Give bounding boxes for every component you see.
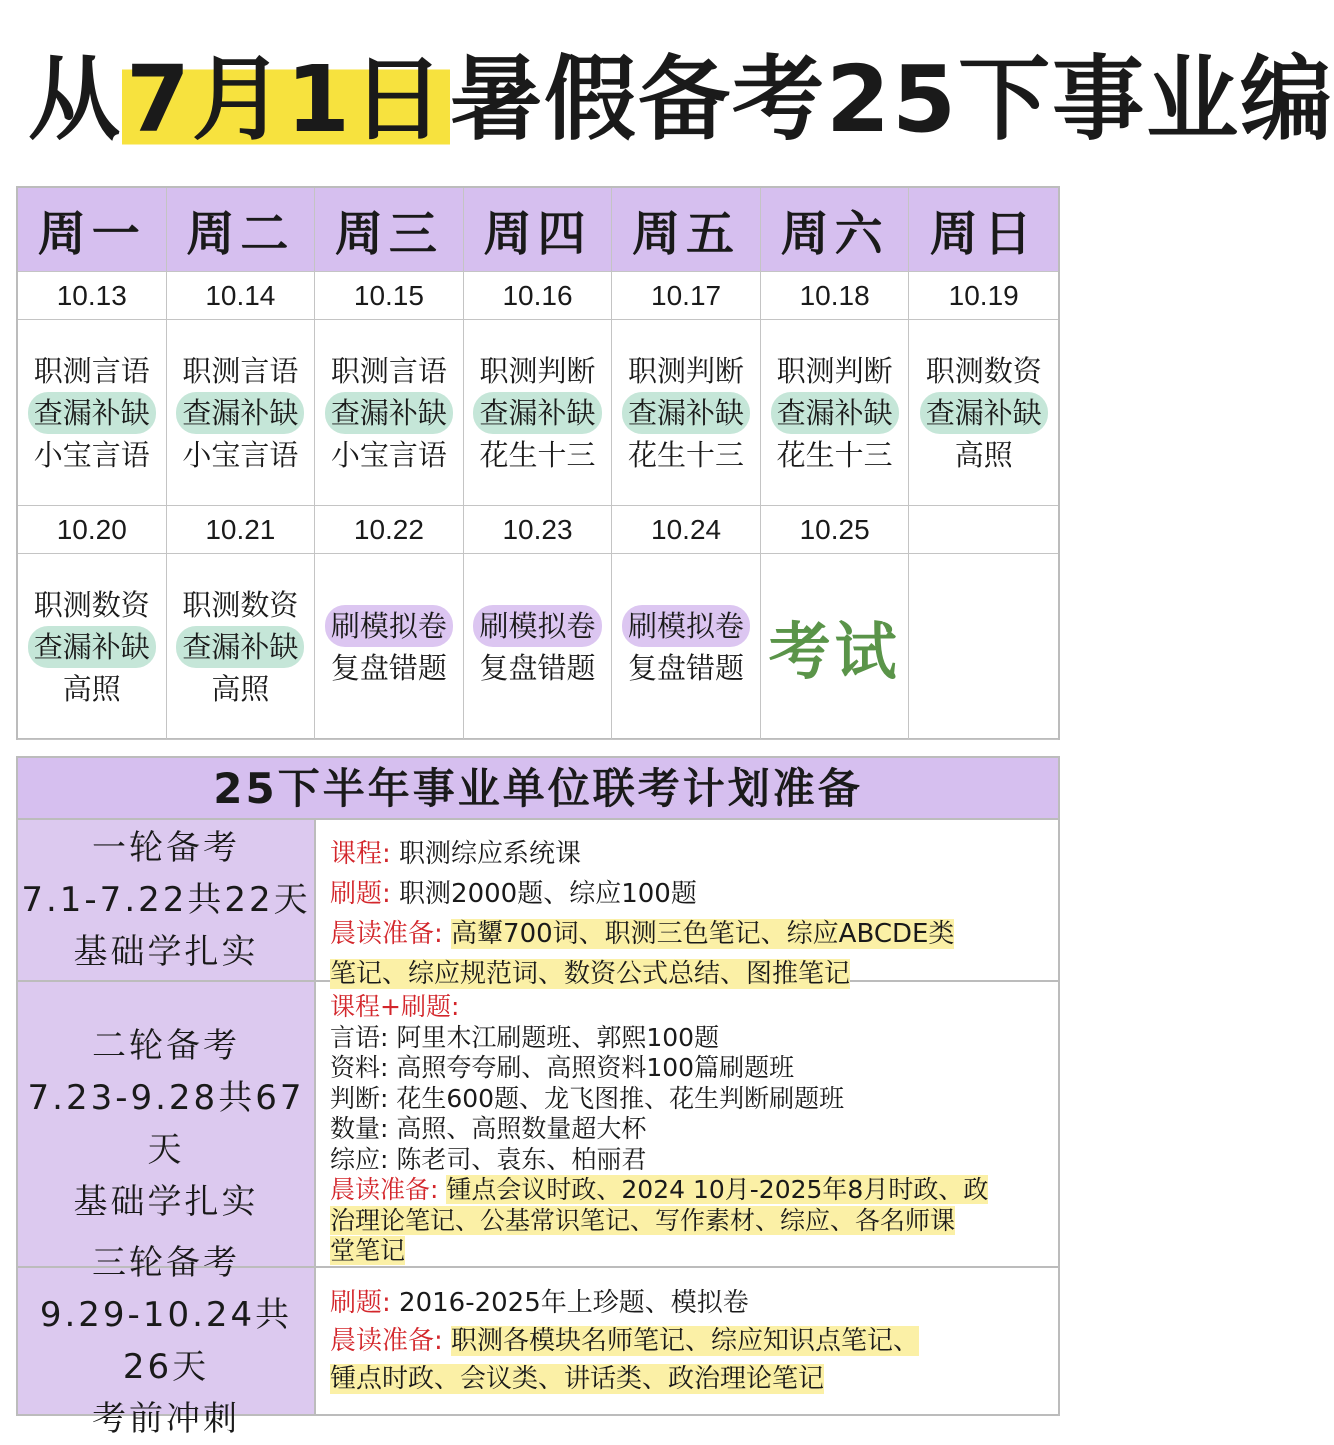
task-review: 查漏补缺: [176, 392, 304, 434]
course-label: 课程:: [330, 839, 391, 869]
task-teacher: 小宝言语: [330, 437, 447, 472]
task-teacher: 高照: [211, 671, 270, 706]
practice-text: 2016-2025年上珍题、模拟卷: [399, 1288, 749, 1318]
task-subject: 职测数资: [925, 353, 1042, 388]
plan-heading: 25下半年事业单位联考计划准备: [18, 758, 1058, 820]
subject-item: 综应: 陈老司、袁东、柏丽君: [330, 1144, 647, 1174]
task-cell: [315, 554, 464, 740]
plan-row-round2: [18, 982, 1058, 1268]
date-cell-empty: [909, 506, 1058, 554]
reading-label: 晨读准备:: [330, 1175, 439, 1204]
weekday-wed: 周三: [315, 188, 464, 272]
round-content: [316, 1268, 1058, 1414]
task-cell: [167, 320, 316, 506]
task-subject: 职测言语: [33, 353, 150, 388]
date-cell: 10.15: [315, 272, 464, 320]
title-suffix: 暑假备考25下事业编: [450, 46, 1334, 153]
date-cell: 10.14: [167, 272, 316, 320]
task-cell: [464, 554, 613, 740]
task-teacher: 花生十三: [628, 437, 745, 472]
date-cell: 10.23: [464, 506, 613, 554]
reading-text: 笔记、综应规范词、数资公式总结、图推笔记: [330, 959, 851, 989]
round-label: [18, 982, 316, 1266]
weekday-sun: 周日: [909, 188, 1058, 272]
empty-cell: [909, 554, 1058, 740]
date-cell: 10.20: [18, 506, 167, 554]
practice-label: 刷题:: [330, 1288, 391, 1318]
course-text: 职测综应系统课: [399, 839, 582, 869]
practice-text: 职测2000题、综应100题: [399, 879, 697, 909]
reading-label: 晨读准备:: [330, 919, 443, 949]
task-review: 查漏补缺: [473, 392, 601, 434]
subject-item: 言语: 阿里木江刷题班、郭熙100题: [330, 1022, 720, 1052]
subject-item: 资料: 高照夸夸刷、高照资料100篇刷题班: [330, 1053, 795, 1082]
round-label: [18, 820, 316, 980]
title-date-highlight: 7月1日: [122, 46, 450, 153]
task-review-errors: 复盘错题: [628, 650, 745, 685]
date-cell: 10.22: [315, 506, 464, 554]
task-subject: 职测言语: [330, 353, 447, 388]
round-label: [18, 1243, 316, 1439]
date-cell: 10.21: [167, 506, 316, 554]
task-subject: 职测判断: [628, 353, 745, 388]
weekday-thu: 周四: [464, 188, 613, 272]
date-cell: 10.25: [761, 506, 910, 554]
schedule-calendar: [16, 186, 1060, 740]
date-cell: 10.13: [18, 272, 167, 320]
round-period: 9.29-10.24共26天: [39, 1295, 293, 1387]
exam-day-label: 考试: [761, 554, 910, 740]
task-subject: 职测判断: [776, 353, 893, 388]
subject-item: 判断: 花生600题、龙飞图推、花生判断刷题班: [330, 1083, 845, 1113]
reading-text: 高顰700词、职测三色笔记、综应ABCDE类: [451, 919, 955, 949]
task-cell: [761, 320, 910, 506]
task-teacher: 花生十三: [479, 437, 596, 472]
weekday-fri: 周五: [612, 188, 761, 272]
weekday-sat: 周六: [761, 188, 910, 272]
round-goal: 考前冲刺: [92, 1399, 240, 1439]
task-subject: 职测判断: [479, 353, 596, 388]
round-content: [316, 982, 1058, 1266]
task-teacher: 高照: [954, 437, 1013, 472]
reading-text: 治理论笔记、公基常识笔记、写作素材、综应、各名师课: [330, 1205, 956, 1235]
round-content: [316, 820, 1058, 989]
date-cell: 10.17: [612, 272, 761, 320]
course-practice-label: 课程+刷题:: [330, 992, 460, 1021]
task-mock-exam: 刷模拟卷: [325, 605, 453, 647]
weekday-tue: 周二: [167, 188, 316, 272]
task-cell: [18, 320, 167, 506]
task-review: 查漏补缺: [771, 392, 899, 434]
task-review-errors: 复盘错题: [479, 650, 596, 685]
title-prefix: 从: [28, 46, 123, 153]
task-cell: [464, 320, 613, 506]
task-review: 查漏补缺: [28, 626, 156, 668]
task-review: 查漏补缺: [920, 392, 1048, 434]
task-review: 查漏补缺: [176, 626, 304, 668]
round-name: 一轮备考: [92, 828, 240, 868]
reading-text: 堂笔记: [330, 1236, 406, 1265]
page-title: [28, 40, 1334, 160]
task-cell: [612, 320, 761, 506]
task-cell: [315, 320, 464, 506]
task-cell: [909, 320, 1058, 506]
task-teacher: 小宝言语: [182, 437, 299, 472]
date-cell: 10.19: [909, 272, 1058, 320]
task-teacher: 花生十三: [776, 437, 893, 472]
task-cell: [167, 554, 316, 740]
task-cell: [612, 554, 761, 740]
reading-text: 锺点时政、会议类、讲话类、政治理论笔记: [330, 1364, 825, 1394]
date-cell: 10.16: [464, 272, 613, 320]
task-cell: [18, 554, 167, 740]
round-period: 7.1-7.22共22天: [21, 880, 311, 920]
task-subject: 职测言语: [182, 353, 299, 388]
task-subject: 职测数资: [33, 587, 150, 622]
round-goal: 基础学扎实: [73, 932, 259, 972]
round-name: 三轮备考: [92, 1243, 240, 1283]
round-period: 7.23-9.28共67天: [27, 1078, 305, 1170]
reading-text: 锺点会议时政、2024 10月-2025年8月时政、政: [446, 1175, 989, 1204]
reading-label: 晨读准备:: [330, 1326, 443, 1356]
task-review: 查漏补缺: [28, 392, 156, 434]
task-teacher: 小宝言语: [33, 437, 150, 472]
task-subject: 职测数资: [182, 587, 299, 622]
task-review: 查漏补缺: [622, 392, 750, 434]
task-mock-exam: 刷模拟卷: [473, 605, 601, 647]
date-cell: 10.24: [612, 506, 761, 554]
task-review-errors: 复盘错题: [330, 650, 447, 685]
subject-item: 数量: 高照、高照数量超大杯: [330, 1114, 647, 1143]
round-name: 二轮备考: [92, 1026, 240, 1066]
date-cell: 10.18: [761, 272, 910, 320]
task-teacher: 高照: [62, 671, 121, 706]
reading-text: 职测各模块名师笔记、综应知识点笔记、: [451, 1326, 920, 1356]
practice-label: 刷题:: [330, 879, 391, 909]
task-review: 查漏补缺: [325, 392, 453, 434]
study-plan-table: [16, 756, 1060, 1439]
weekday-mon: 周一: [18, 188, 167, 272]
round-goal: 基础学扎实: [73, 1182, 259, 1222]
task-mock-exam: 刷模拟卷: [622, 605, 750, 647]
plan-row-round1: [18, 820, 1058, 989]
